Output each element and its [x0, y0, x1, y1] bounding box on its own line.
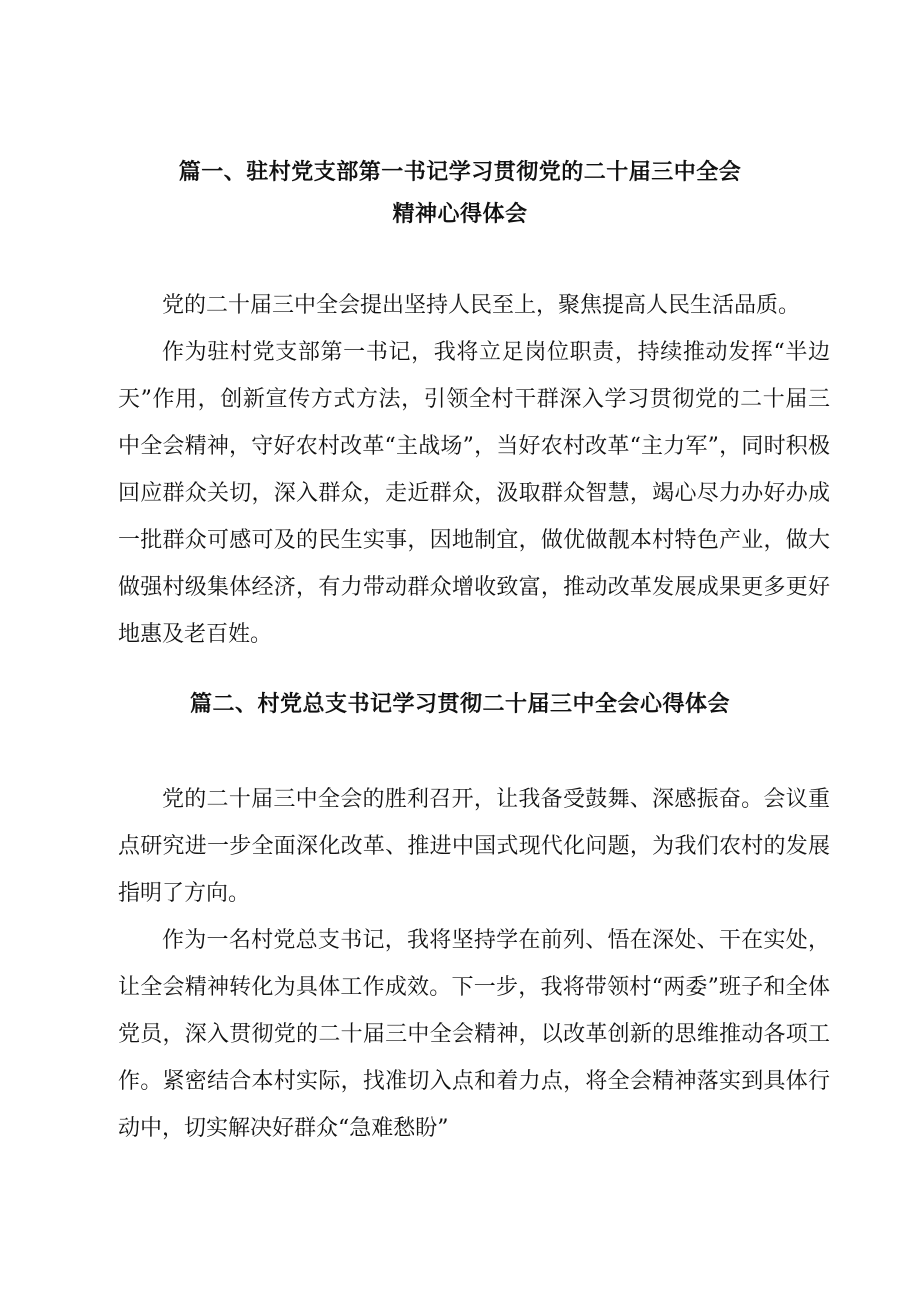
- section-2-body: [118, 776, 830, 1152]
- section-1-title-line-1: 篇一、驻村党支部第一书记学习贯彻党的二十届三中全会: [178, 159, 742, 185]
- section-1-title-line-2: 精神心得体会: [392, 201, 528, 227]
- section-1-paragraph-2: 作为驻村党支部第一书记，我将立足岗位职责，持续推动发挥“半边天”作用，创新宣传方式方法，引领全村干群深入学习贯彻党的二十届三中全会精神，守好农村改革“主战场”，当好农村改革“主力军”，同时积极回应群众关切，深入群众，走近群众，汲取群众智慧，竭心尽力办好办成一批群众可感可及的民生实事，因地制宜，做优做靓本村特色产业，做大做强村级集体经济，有力带动群众增收致富，推动改革发展成果更多更好地惠及老百姓。: [118, 340, 830, 647]
- section-2-paragraph-1: 党的二十届三中全会的胜利召开，让我备受鼓舞、深感振奋。会议重点研究进一步全面深化改革、推进中国式现代化问题，为我们农村的发展指明了方向。: [118, 787, 830, 906]
- section-2-title: 篇二、村党总支书记学习贯彻二十届三中全会心得体会: [189, 691, 730, 717]
- section-1-body: [118, 282, 830, 658]
- section-1-paragraph-1: 党的二十届三中全会提出坚持人民至上，聚焦提高人民生活品质。: [162, 293, 801, 318]
- section-2-paragraph-2: 作为一名村党总支书记，我将坚持学在前列、悟在深处、干在实处，让全会精神转化为具体工作成效。下一步，我将带领村“两委”班子和全体党员，深入贯彻党的二十届三中全会精神，以改革创新的思维推动各项工作。紧密结合本村实际，找准切入点和着力点，将全会精神落实到具体行动中，切实解决好群众“急难愁盼”: [118, 928, 830, 1141]
